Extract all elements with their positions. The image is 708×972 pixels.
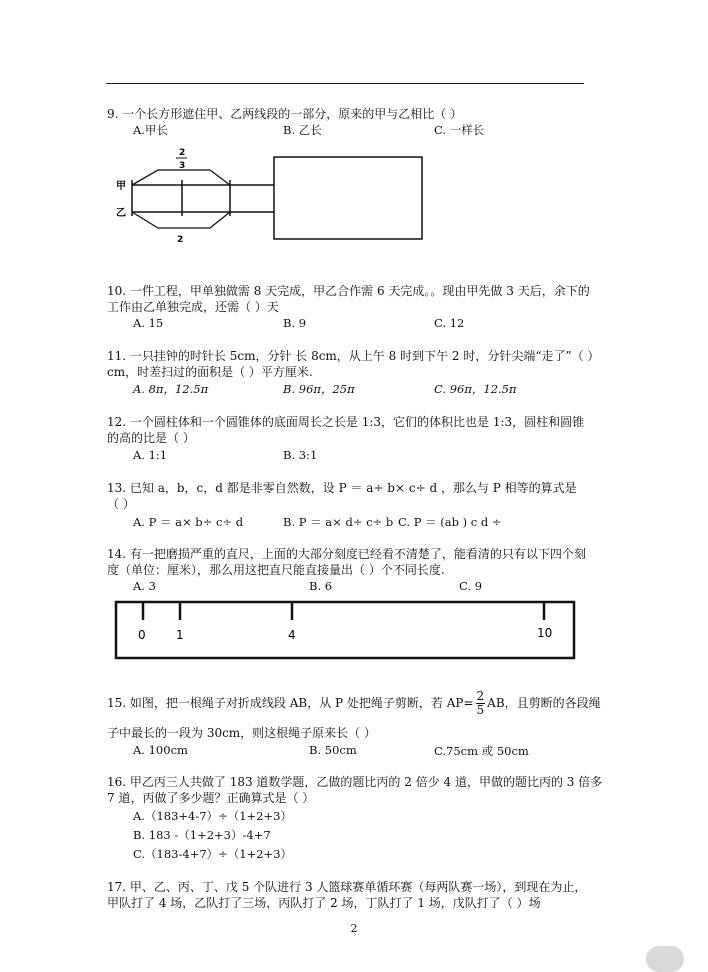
q14-option-b: B. 6 bbox=[309, 579, 333, 593]
q10-option-c: C. 12 bbox=[434, 316, 465, 330]
q9-stem: 9. 一个长方形遮住甲、乙两线段的一部分，原来的甲与乙相比（ ） bbox=[107, 107, 463, 121]
q14-option-a: A. 3 bbox=[133, 579, 156, 593]
q10-line1: 10. 一件工程，甲单独做需 8 天完成，甲乙合作需 6 天完成。。现由甲先做 3 天后，余下的 bbox=[107, 284, 590, 298]
q12-line2: 的高的比是（ ） bbox=[107, 431, 195, 445]
q9-option-c: C. 一样长 bbox=[434, 123, 485, 137]
q15-option-a: A. 100cm bbox=[133, 743, 188, 757]
q13-option-b: B. P ＝ a× d÷ c÷ b bbox=[283, 515, 394, 529]
q15-fraction-denominator: 5 bbox=[476, 703, 485, 717]
q10-line2: 工作由乙单独完成，还需（ ）天 bbox=[107, 300, 279, 314]
ruler-body bbox=[116, 602, 574, 658]
q16-line1: 16. 甲乙丙三人共做了 183 道数学题，乙做的题比丙的 2 倍少 4 道，甲做的题比丙的 3 倍多 bbox=[107, 775, 603, 789]
q13-option-c: C. P ＝ (ab ) c d ÷ bbox=[398, 515, 502, 529]
top-brace bbox=[132, 170, 230, 185]
q11-line2: cm，时差扫过的面积是（ ）平方厘米. bbox=[107, 365, 313, 379]
q14-line2: 度（单位：厘米），那么用这把直尺能直接量出（ ）个不同长度. bbox=[107, 563, 445, 577]
q15-option-b: B. 50cm bbox=[309, 743, 357, 757]
q15-line2: 子中最长的一段为 30cm，则这根绳子原来长（ ） bbox=[107, 726, 376, 740]
ruler-label-4: 4 bbox=[288, 628, 296, 642]
q15-fraction bbox=[476, 690, 486, 717]
page-number: 2 bbox=[350, 922, 358, 935]
q11-option-a: A. 8π，12.5π bbox=[133, 382, 209, 396]
q9-option-b: B. 乙长 bbox=[283, 123, 322, 137]
bottom-label: 2 bbox=[177, 235, 184, 245]
q10-option-b: B. 9 bbox=[283, 316, 307, 330]
q14-option-c: C. 9 bbox=[459, 579, 483, 593]
q10-option-a: A. 15 bbox=[133, 316, 164, 330]
ruler-label-0: 0 bbox=[138, 628, 146, 642]
q15-line1-start: 15. 如图，把一根绳子对折成线段 AB，从 P 处把绳子剪断，若 AP= bbox=[107, 696, 474, 710]
covering-rectangle bbox=[274, 157, 422, 239]
q9-segment-figure bbox=[110, 140, 440, 250]
q12-line1: 12. 一个圆柱体和一个圆锥体的底面周长之长是 1:3，它们的体积比也是 1:3，圆柱和圆锥 bbox=[107, 415, 585, 429]
q17-line2: 甲队打了 4 场，乙队打了三场，丙队打了 2 场，丁队打了 1 场，戊队打了（ ）场 bbox=[107, 896, 541, 910]
q14-line1: 14. 有一把磨损严重的直尺，上面的大部分刻度已经看不清楚了，能看清的只有以下四个刻 bbox=[107, 547, 586, 561]
q12-option-b: B. 3:1 bbox=[283, 448, 318, 462]
q16-line2: 7 道，丙做了多少题？正确算式是（ ） bbox=[107, 791, 315, 805]
header-rule bbox=[106, 83, 584, 84]
q16-option-b: B. 183 -（1+2+3）-4+7 bbox=[133, 828, 271, 842]
top-label-numerator: 2 bbox=[179, 148, 186, 158]
q13-line1: 13. 已知 a，b，c，d 都是非零自然数，设 P ＝ a÷ b× c÷ d ，那么与 P 相等的算式是 bbox=[107, 481, 577, 495]
q17-line1: 17. 甲、乙、丙、丁、戊 5 个队进行 3 人篮球赛单循环赛（每两队赛一场），到现在为止， bbox=[107, 880, 587, 894]
scroll-handle[interactable] bbox=[646, 946, 684, 972]
label-jia: 甲 bbox=[116, 181, 126, 192]
q12-option-a: A. 1:1 bbox=[133, 448, 168, 462]
q15-line1-end: AB，且剪断的各段绳 bbox=[487, 696, 601, 710]
q11-option-c: C. 96π，12.5π bbox=[434, 382, 517, 396]
ruler-label-10: 10 bbox=[537, 626, 553, 640]
q13-line2: （ ） bbox=[107, 497, 135, 511]
q15-fraction-numerator: 2 bbox=[476, 689, 485, 703]
q15-option-c: C.75cm 或 50cm bbox=[434, 744, 529, 758]
q15-line1 bbox=[107, 690, 601, 717]
q9-option-a: A.甲长 bbox=[133, 123, 168, 137]
ruler-figure bbox=[110, 598, 582, 664]
q11-option-b: B. 96π，25π bbox=[283, 382, 355, 396]
bottom-brace bbox=[132, 212, 230, 228]
q13-option-a: A. P ＝ a× b÷ c÷ d bbox=[133, 515, 244, 529]
top-label-denominator: 3 bbox=[179, 161, 186, 171]
q16-option-a: A.（183+4-7）÷（1+2+3） bbox=[133, 809, 292, 823]
ruler-label-1: 1 bbox=[176, 628, 184, 642]
q16-option-c: C.（183-4+7）÷（1+2+3） bbox=[133, 847, 293, 861]
label-yi: 乙 bbox=[116, 208, 126, 219]
q11-line1: 11. 一只挂钟的时针长 5cm，分针 长 8cm，从上午 8 时到下午 2 时，分针尖端“走了”（ ） bbox=[107, 349, 600, 363]
